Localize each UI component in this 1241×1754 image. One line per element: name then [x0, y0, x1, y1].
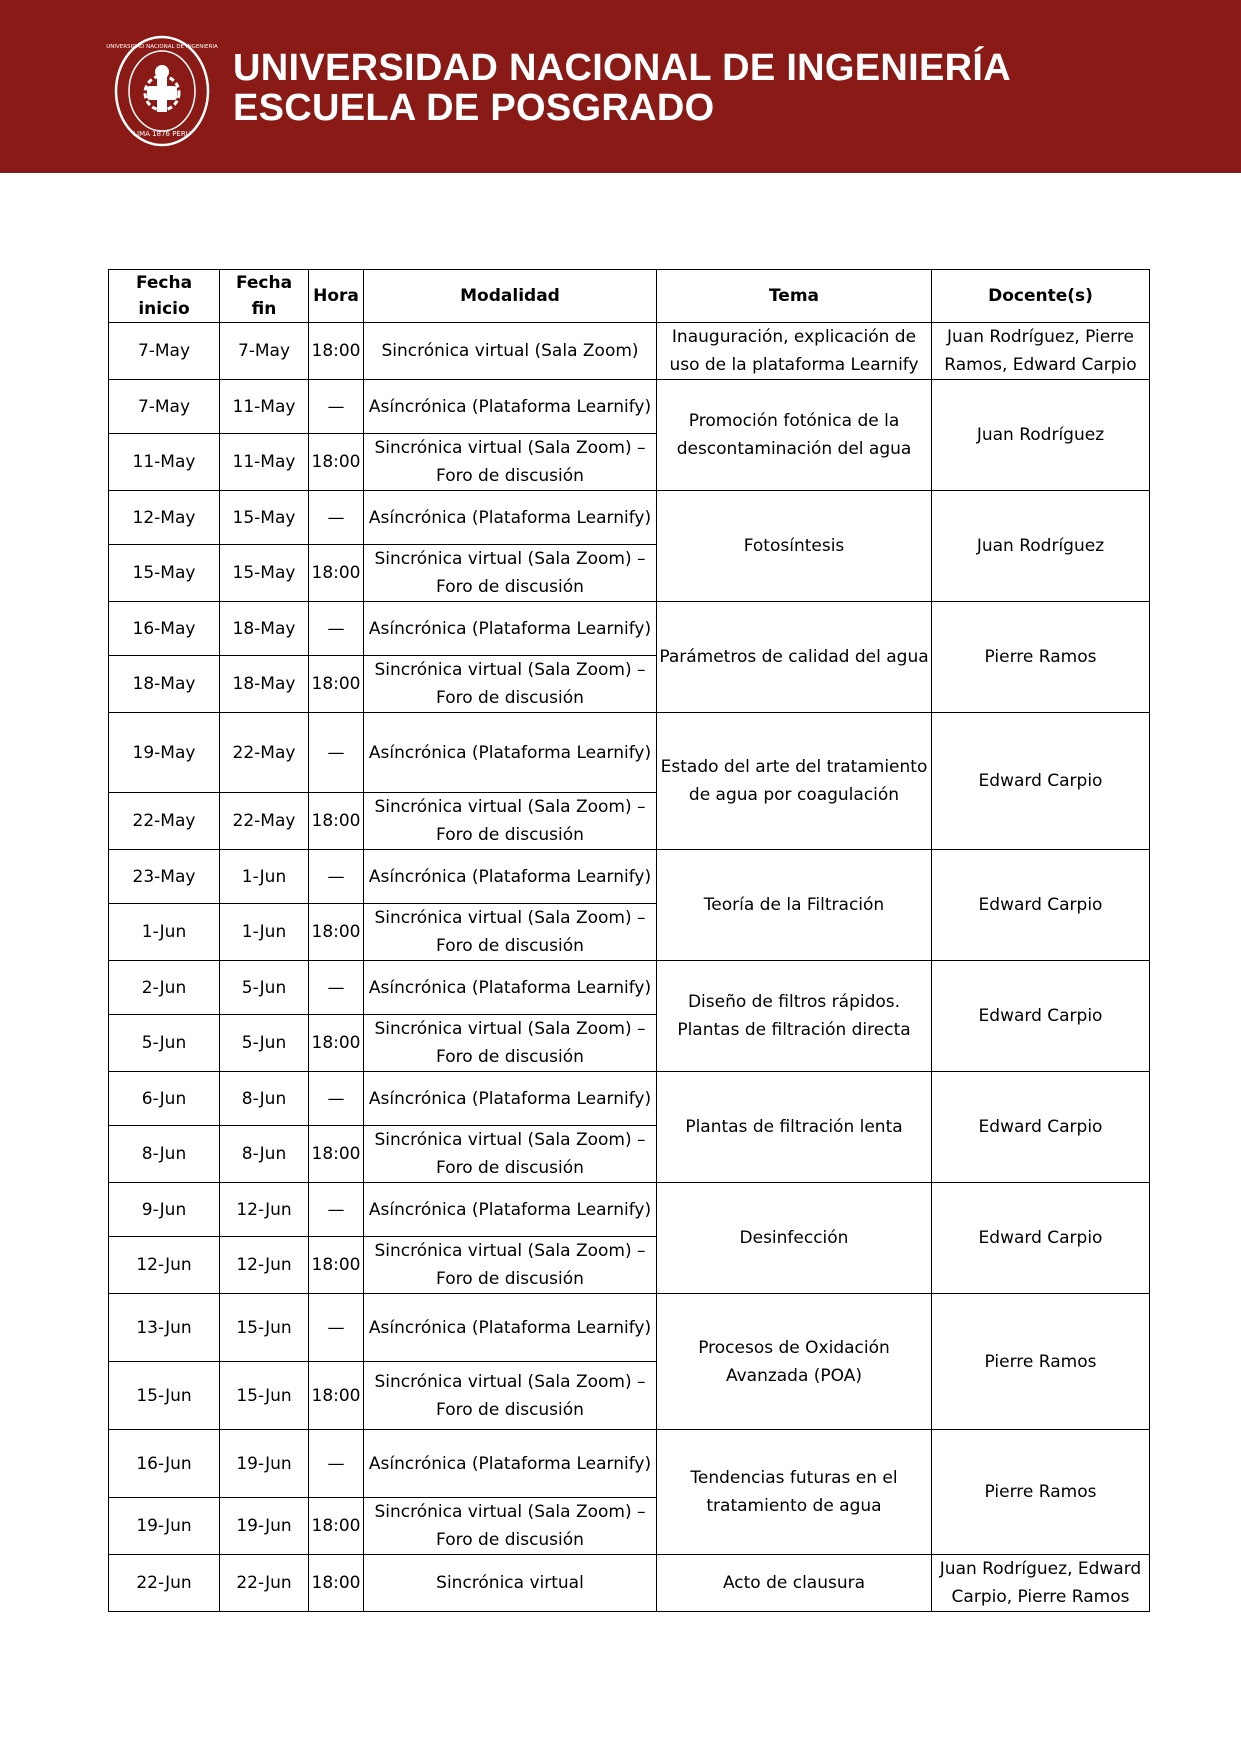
fecha-inicio-cell: 13-Jun	[109, 1294, 220, 1362]
fecha-inicio-cell: 9-Jun	[109, 1183, 220, 1237]
fecha-fin-cell: 15-Jun	[220, 1294, 309, 1362]
svg-text:LIMA 1876 PERU: LIMA 1876 PERU	[133, 130, 191, 138]
docente-cell: Edward Carpio	[932, 713, 1150, 850]
fecha-fin-cell: 5-Jun	[220, 961, 309, 1015]
fecha-fin-cell: 7-May	[220, 323, 309, 380]
docente-cell: Juan Rodríguez	[932, 491, 1150, 602]
hora-cell: 18:00	[309, 793, 364, 850]
fecha-fin-cell: 22-May	[220, 793, 309, 850]
modalidad-cell: Asíncrónica (Plataforma Learnify)	[364, 380, 657, 434]
tema-cell: Tendencias futuras en el tratamiento de agua	[657, 1430, 932, 1555]
modalidad-cell: Asíncrónica (Plataforma Learnify)	[364, 850, 657, 904]
fecha-fin-cell: 18-May	[220, 602, 309, 656]
modalidad-cell: Sincrónica virtual (Sala Zoom) – Foro de discusión	[364, 545, 657, 602]
fecha-inicio-cell: 15-May	[109, 545, 220, 602]
fecha-fin-cell: 12-Jun	[220, 1183, 309, 1237]
tema-cell: Estado del arte del tratamiento de agua por coagulación	[657, 713, 932, 850]
hora-cell: —	[309, 491, 364, 545]
fecha-fin-cell: 1-Jun	[220, 904, 309, 961]
modalidad-cell: Sincrónica virtual (Sala Zoom) – Foro de discusión	[364, 793, 657, 850]
fecha-fin-cell: 22-May	[220, 713, 309, 793]
docente-cell: Pierre Ramos	[932, 1294, 1150, 1430]
tema-cell: Inauguración, explicación de uso de la plataforma Learnify	[657, 323, 932, 380]
hora-cell: —	[309, 602, 364, 656]
hora-cell: 18:00	[309, 656, 364, 713]
tema-cell: Acto de clausura	[657, 1555, 932, 1612]
fecha-inicio-cell: 23-May	[109, 850, 220, 904]
tema-cell: Fotosíntesis	[657, 491, 932, 602]
modalidad-cell: Sincrónica virtual (Sala Zoom) – Foro de discusión	[364, 1015, 657, 1072]
fecha-inicio-cell: 2-Jun	[109, 961, 220, 1015]
modalidad-cell: Asíncrónica (Plataforma Learnify)	[364, 1294, 657, 1362]
fecha-fin-cell: 12-Jun	[220, 1237, 309, 1294]
modalidad-cell: Sincrónica virtual (Sala Zoom) – Foro de discusión	[364, 1126, 657, 1183]
col-header-tema: Tema	[657, 270, 932, 323]
fecha-fin-cell: 19-Jun	[220, 1430, 309, 1498]
fecha-fin-cell: 15-May	[220, 545, 309, 602]
hora-cell: 18:00	[309, 545, 364, 602]
docente-cell: Edward Carpio	[932, 850, 1150, 961]
fecha-inicio-cell: 12-May	[109, 491, 220, 545]
modalidad-cell: Asíncrónica (Plataforma Learnify)	[364, 1183, 657, 1237]
docente-cell: Juan Rodríguez	[932, 380, 1150, 491]
docente-cell: Edward Carpio	[932, 961, 1150, 1072]
tema-cell: Promoción fotónica de la descontaminación del agua	[657, 380, 932, 491]
docente-cell: Pierre Ramos	[932, 602, 1150, 713]
fecha-inicio-cell: 16-May	[109, 602, 220, 656]
hora-cell: 18:00	[309, 323, 364, 380]
modalidad-cell: Asíncrónica (Plataforma Learnify)	[364, 713, 657, 793]
table-row	[109, 491, 1150, 545]
fecha-inicio-cell: 5-Jun	[109, 1015, 220, 1072]
fecha-inicio-cell: 22-Jun	[109, 1555, 220, 1612]
col-header-fecha-inicio: Fecha inicio	[109, 270, 220, 323]
hora-cell: —	[309, 961, 364, 1015]
fecha-fin-cell: 15-Jun	[220, 1362, 309, 1430]
modalidad-cell: Sincrónica virtual (Sala Zoom) – Foro de discusión	[364, 904, 657, 961]
modalidad-cell: Asíncrónica (Plataforma Learnify)	[364, 961, 657, 1015]
fecha-inicio-cell: 7-May	[109, 380, 220, 434]
fecha-fin-cell: 1-Jun	[220, 850, 309, 904]
fecha-inicio-cell: 11-May	[109, 434, 220, 491]
schedule-table	[108, 269, 1150, 1612]
modalidad-cell: Sincrónica virtual (Sala Zoom) – Foro de discusión	[364, 1362, 657, 1430]
col-header-hora: Hora	[309, 270, 364, 323]
fecha-fin-cell: 15-May	[220, 491, 309, 545]
hora-cell: 18:00	[309, 434, 364, 491]
table-row	[109, 713, 1150, 793]
fecha-fin-cell: 22-Jun	[220, 1555, 309, 1612]
school-name: ESCUELA DE POSGRADO	[233, 87, 715, 129]
fecha-fin-cell: 8-Jun	[220, 1126, 309, 1183]
docente-cell: Pierre Ramos	[932, 1430, 1150, 1555]
table-row	[109, 850, 1150, 904]
fecha-fin-cell: 8-Jun	[220, 1072, 309, 1126]
fecha-fin-cell: 11-May	[220, 380, 309, 434]
fecha-fin-cell: 19-Jun	[220, 1498, 309, 1555]
modalidad-cell: Asíncrónica (Plataforma Learnify)	[364, 602, 657, 656]
col-header-modalidad: Modalidad	[364, 270, 657, 323]
hora-cell: 18:00	[309, 1126, 364, 1183]
col-header-docentes: Docente(s)	[932, 270, 1150, 323]
hora-cell: 18:00	[309, 1015, 364, 1072]
tema-cell: Diseño de filtros rápidos. Plantas de filtración directa	[657, 961, 932, 1072]
tema-cell: Procesos de Oxidación Avanzada (POA)	[657, 1294, 932, 1430]
fecha-inicio-cell: 22-May	[109, 793, 220, 850]
modalidad-cell: Sincrónica virtual (Sala Zoom) – Foro de discusión	[364, 1498, 657, 1555]
table-row	[109, 1555, 1150, 1612]
hora-cell: 18:00	[309, 1362, 364, 1430]
modalidad-cell: Sincrónica virtual (Sala Zoom)	[364, 323, 657, 380]
tema-cell: Parámetros de calidad del agua	[657, 602, 932, 713]
col-header-fecha-fin: Fecha fin	[220, 270, 309, 323]
hora-cell: —	[309, 1183, 364, 1237]
fecha-fin-cell: 11-May	[220, 434, 309, 491]
modalidad-cell: Sincrónica virtual	[364, 1555, 657, 1612]
modalidad-cell: Sincrónica virtual (Sala Zoom) – Foro de discusión	[364, 434, 657, 491]
hora-cell: 18:00	[309, 1237, 364, 1294]
fecha-inicio-cell: 12-Jun	[109, 1237, 220, 1294]
fecha-fin-cell: 18-May	[220, 656, 309, 713]
docente-cell: Juan Rodríguez, Pierre Ramos, Edward Carpio	[932, 323, 1150, 380]
hora-cell: —	[309, 380, 364, 434]
fecha-inicio-cell: 15-Jun	[109, 1362, 220, 1430]
tema-cell: Desinfección	[657, 1183, 932, 1294]
modalidad-cell: Asíncrónica (Plataforma Learnify)	[364, 491, 657, 545]
docente-cell: Edward Carpio	[932, 1183, 1150, 1294]
fecha-inicio-cell: 16-Jun	[109, 1430, 220, 1498]
modalidad-cell: Asíncrónica (Plataforma Learnify)	[364, 1430, 657, 1498]
table-row	[109, 1072, 1150, 1126]
hora-cell: —	[309, 1294, 364, 1362]
hora-cell: —	[309, 713, 364, 793]
modalidad-cell: Sincrónica virtual (Sala Zoom) – Foro de discusión	[364, 1237, 657, 1294]
fecha-inicio-cell: 19-Jun	[109, 1498, 220, 1555]
university-name: UNIVERSIDAD NACIONAL DE INGENIERÍA	[233, 47, 1012, 89]
fecha-fin-cell: 5-Jun	[220, 1015, 309, 1072]
hora-cell: —	[309, 1072, 364, 1126]
header-banner	[0, 0, 1241, 173]
table-row	[109, 961, 1150, 1015]
table-row	[109, 1294, 1150, 1362]
table-header-row	[109, 270, 1150, 323]
fecha-inicio-cell: 8-Jun	[109, 1126, 220, 1183]
table-row	[109, 380, 1150, 434]
hora-cell: 18:00	[309, 1555, 364, 1612]
fecha-inicio-cell: 19-May	[109, 713, 220, 793]
fecha-inicio-cell: 6-Jun	[109, 1072, 220, 1126]
hora-cell: —	[309, 1430, 364, 1498]
hora-cell: —	[309, 850, 364, 904]
fecha-inicio-cell: 18-May	[109, 656, 220, 713]
modalidad-cell: Asíncrónica (Plataforma Learnify)	[364, 1072, 657, 1126]
modalidad-cell: Sincrónica virtual (Sala Zoom) – Foro de discusión	[364, 656, 657, 713]
tema-cell: Plantas de filtración lenta	[657, 1072, 932, 1183]
university-seal-icon	[106, 34, 218, 148]
hora-cell: 18:00	[309, 1498, 364, 1555]
table-row	[109, 602, 1150, 656]
table-row	[109, 1430, 1150, 1498]
fecha-inicio-cell: 7-May	[109, 323, 220, 380]
svg-text:UNIVERSIDAD NACIONAL DE INGENI: UNIVERSIDAD NACIONAL DE INGENIERIA	[106, 44, 218, 50]
fecha-inicio-cell: 1-Jun	[109, 904, 220, 961]
docente-cell: Juan Rodríguez, Edward Carpio, Pierre Ramos	[932, 1555, 1150, 1612]
tema-cell: Teoría de la Filtración	[657, 850, 932, 961]
table-row	[109, 323, 1150, 380]
table-row	[109, 1183, 1150, 1237]
hora-cell: 18:00	[309, 904, 364, 961]
docente-cell: Edward Carpio	[932, 1072, 1150, 1183]
